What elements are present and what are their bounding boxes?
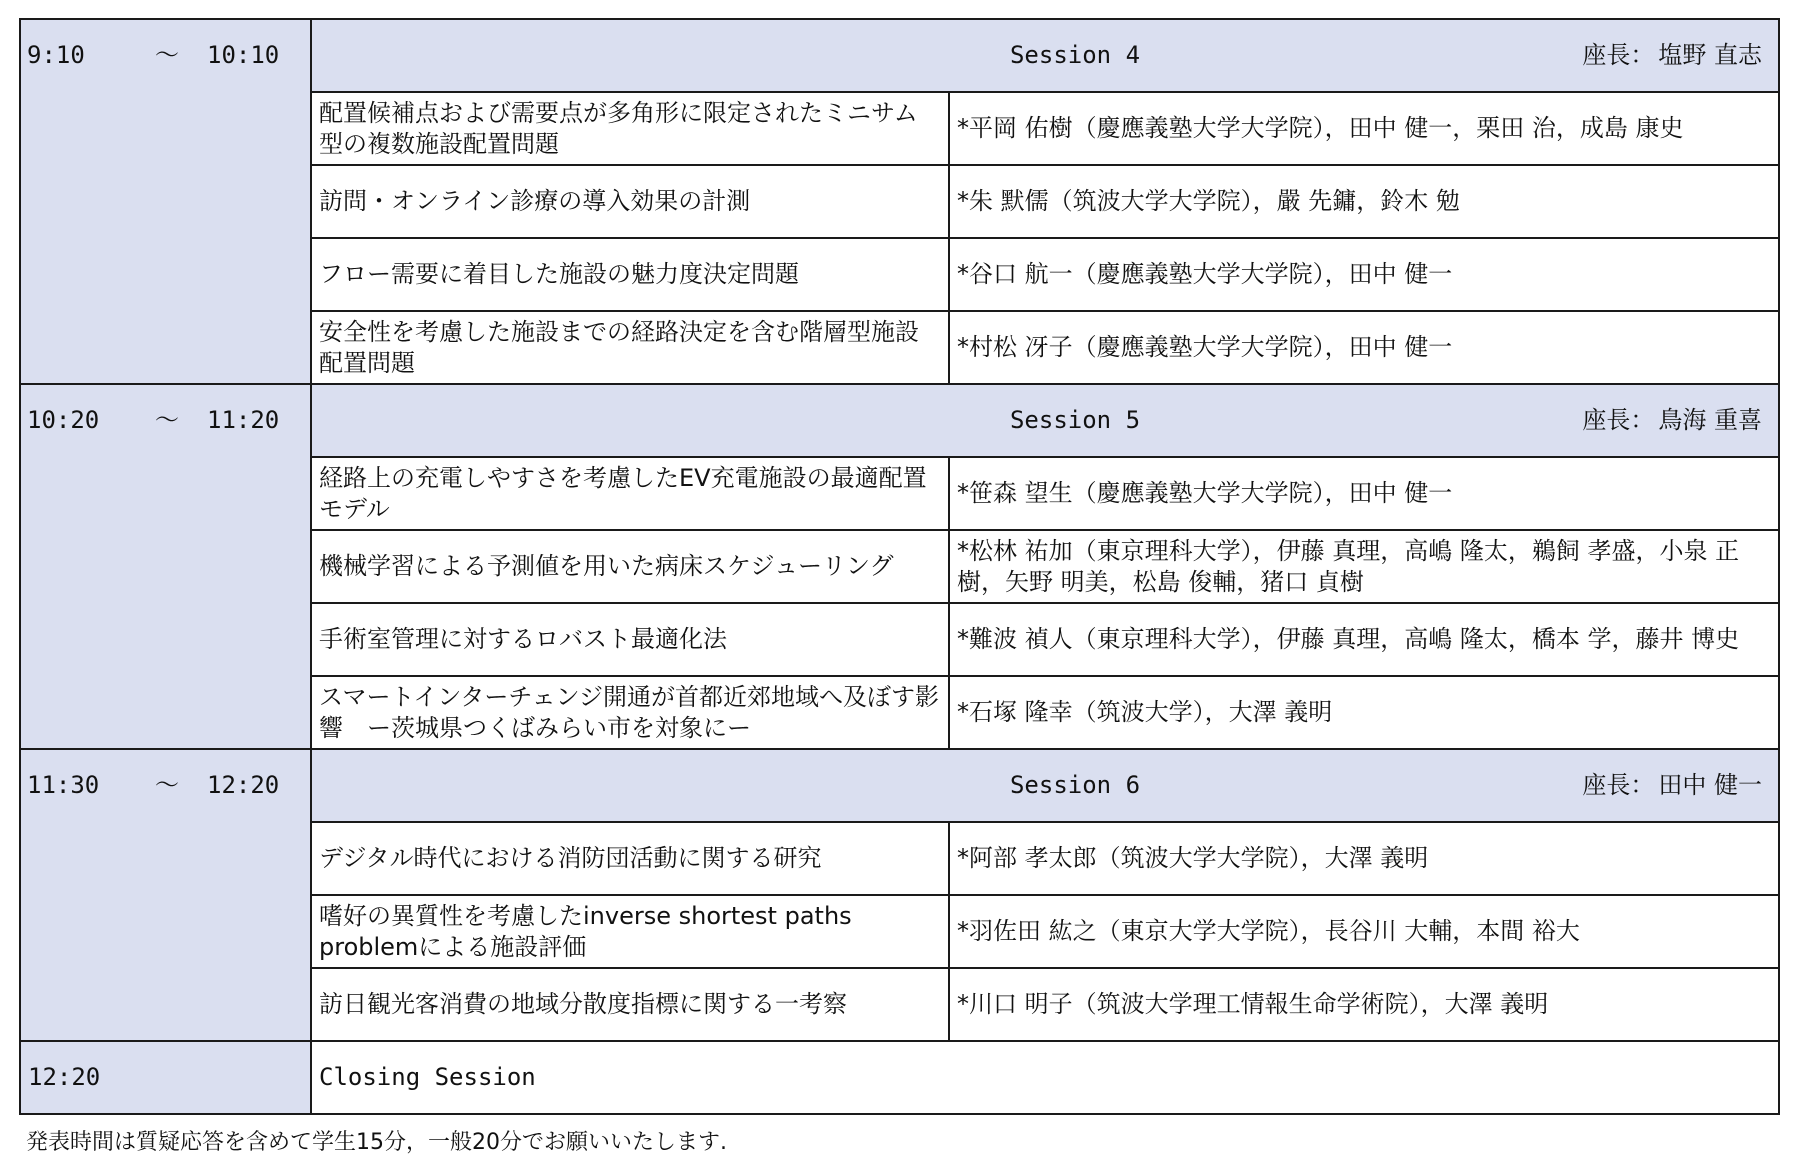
- chair-name: 鳥海 重喜: [1658, 406, 1763, 434]
- session-chair: [1582, 750, 1762, 821]
- talk-authors: *朱 默儒（筑波大学大学院），嚴 先鏞，鈴木 勉: [949, 165, 1779, 238]
- time-end: 12:20: [207, 771, 280, 799]
- chair-name: 塩野 直志: [1658, 41, 1763, 69]
- talk-title: 手術室管理に対するロバスト最適化法: [311, 603, 949, 676]
- talk-title: スマートインターチェンジ開通が首都近郊地域へ及ぼす影響 ー茨城県つくばみらい市を対象にー: [311, 676, 949, 749]
- talk-authors: *笹森 望生（慶應義塾大学大学院），田中 健一: [949, 457, 1779, 530]
- session-header: [311, 19, 1779, 92]
- session-title: Session 5: [1009, 406, 1141, 434]
- session-time: [21, 385, 310, 456]
- time-start: 10:20: [27, 406, 100, 434]
- talk-authors: *川口 明子（筑波大学理工情報生命学術院），大澤 義明: [949, 968, 1779, 1041]
- session-title: Session 4: [1009, 41, 1141, 69]
- chair-label: 座長：: [1582, 406, 1655, 434]
- schedule-table: [19, 18, 1780, 1115]
- time-separator: 〜: [155, 771, 179, 799]
- time-start: 11:30: [27, 771, 100, 799]
- session-time: [21, 750, 310, 821]
- session-header-row: [20, 749, 1779, 822]
- time-separator: 〜: [155, 41, 179, 69]
- talk-authors: *難波 禎人（東京理科大学），伊藤 真理，高嶋 隆太，橋本 学，藤井 博史: [949, 603, 1779, 676]
- talk-authors: *阿部 孝太郎（筑波大学大学院），大澤 義明: [949, 822, 1779, 895]
- session-time-cell: [20, 384, 311, 749]
- talk-authors: *谷口 航一（慶應義塾大学大学院），田中 健一: [949, 238, 1779, 311]
- talk-authors: *平岡 佑樹（慶應義塾大学大学院），田中 健一，栗田 治，成島 康史: [949, 92, 1779, 165]
- talk-title: フロー需要に着目した施設の魅力度決定問題: [311, 238, 949, 311]
- session-chair: [1582, 385, 1762, 456]
- talk-title: 訪日観光客消費の地域分散度指標に関する一考察: [311, 968, 949, 1041]
- time-end: 10:10: [207, 41, 280, 69]
- time-end: 11:20: [207, 406, 280, 434]
- session-header-row: [20, 19, 1779, 92]
- session-chair: [1582, 20, 1762, 91]
- chair-label: 座長：: [1582, 771, 1655, 799]
- closing-title: Closing Session: [311, 1041, 1779, 1114]
- session-header-row: [20, 384, 1779, 457]
- time-separator: 〜: [155, 406, 179, 434]
- talk-authors: *村松 冴子（慶應義塾大学大学院），田中 健一: [949, 311, 1779, 384]
- closing-time: 12:20: [20, 1041, 311, 1114]
- chair-label: 座長：: [1582, 41, 1655, 69]
- session-time: [21, 20, 310, 91]
- talk-title: 訪問・オンライン診療の導入効果の計測: [311, 165, 949, 238]
- talk-title: 機械学習による予測値を用いた病床スケジューリング: [311, 530, 949, 603]
- talk-authors: *羽佐田 紘之（東京大学大学院），長谷川 大輔，本間 裕大: [949, 895, 1779, 968]
- time-start: 9:10: [27, 41, 85, 69]
- session-title: Session 6: [1009, 771, 1141, 799]
- session-header: [311, 749, 1779, 822]
- talk-title: 安全性を考慮した施設までの経路決定を含む階層型施設配置問題: [311, 311, 949, 384]
- session-time-cell: [20, 749, 311, 1041]
- chair-name: 田中 健一: [1658, 771, 1763, 799]
- talk-title: デジタル時代における消防団活動に関する研究: [311, 822, 949, 895]
- talk-title: 嗜好の異質性を考慮したinverse shortest paths problemによる施設評価: [311, 895, 949, 968]
- session-time-cell: [20, 19, 311, 384]
- talk-title: 配置候補点および需要点が多角形に限定されたミニサム型の複数施設配置問題: [311, 92, 949, 165]
- talk-authors: *松林 祐加（東京理科大学），伊藤 真理，高嶋 隆太，鵜飼 孝盛，小泉 正樹，矢野 明美，松島 俊輔，猪口 貞樹: [949, 530, 1779, 603]
- closing-row: [20, 1041, 1779, 1114]
- talk-authors: *石塚 隆幸（筑波大学），大澤 義明: [949, 676, 1779, 749]
- presentation-time-note: 発表時間は質疑応答を含めて学生15分，一般20分でお願いいたします.: [26, 1130, 727, 1155]
- talk-title: 経路上の充電しやすさを考慮したEV充電施設の最適配置モデル: [311, 457, 949, 530]
- session-header: [311, 384, 1779, 457]
